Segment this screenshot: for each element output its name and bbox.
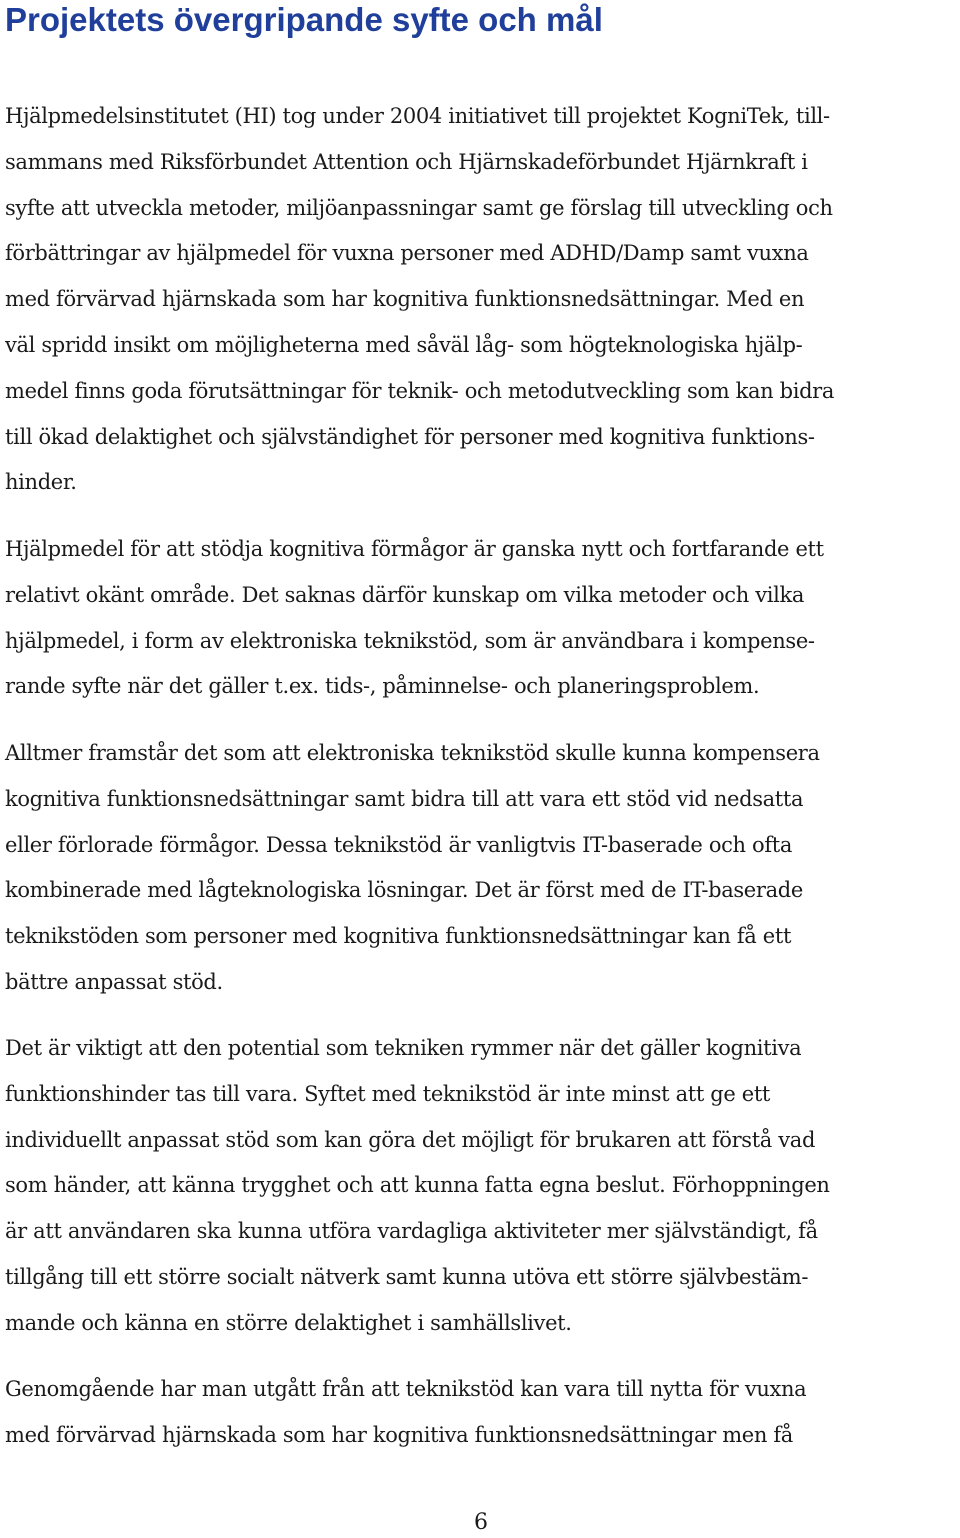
text-line: Genomgående har man utgått från att teknikstöd kan vara till nytta för vuxna (5, 1377, 807, 1401)
text-line: eller förlorade förmågor. Dessa teknikstöd är vanligtvis IT-baserade och ofta (5, 832, 793, 857)
paragraph-approach (5, 1367, 806, 1459)
text-line: med förvärvad hjärnskada som har kognitiva funktionsnedsättningar men få (5, 1422, 793, 1447)
text-line: bättre anpassat stöd. (5, 969, 223, 994)
text-line: Hjälpmedel för att stödja kognitiva förmågor är ganska nytt och fortfarande ett (5, 537, 824, 561)
text-line: funktionshinder tas till vara. Syftet med teknikstöd är inte minst att ge ett (5, 1081, 771, 1106)
text-line: kombinerade med lågteknologiska lösningar. Det är först med de IT-baserade (5, 878, 803, 903)
text-line: sammans med Riksförbundet Attention och Hjärnskadeförbundet Hjärnkraft i (5, 149, 808, 174)
paragraph-knowledge-gap (5, 527, 824, 710)
paragraph-potential (5, 1026, 830, 1347)
text-line: hjälpmedel, i form av elektroniska teknikstöd, som är användbara i kompense- (5, 628, 815, 653)
text-line: med förvärvad hjärnskada som har kognitiva funktionsnedsättningar. Med en (5, 287, 805, 312)
paragraph-electronic-support (5, 731, 820, 1006)
text-line: rande syfte när det gäller t.ex. tids-, påminnelse- och planeringsproblem. (5, 674, 760, 699)
text-line: Hjälpmedelsinstitutet (HI) tog under 2004 initiativet till projektet KogniTek, till- (5, 104, 830, 128)
section-heading: Projektets övergripande syfte och mål (5, 1, 603, 38)
text-line: tillgång till ett större socialt nätverk samt kunna utöva ett större självbestäm- (5, 1264, 809, 1289)
text-line: hinder. (5, 470, 77, 495)
text-line: till ökad delaktighet och självständighet för personer med kognitiva funktions- (5, 424, 815, 449)
text-line: relativt okänt område. Det saknas därför kunskap om vilka metoder och vilka (5, 582, 804, 607)
text-line: förbättringar av hjälpmedel för vuxna personer med ADHD/Damp samt vuxna (5, 241, 809, 266)
page-number: 6 (474, 1510, 488, 1535)
paragraph-background (5, 94, 834, 506)
text-line: är att användaren ska kunna utföra vardagliga aktiviteter mer självständigt, få (5, 1219, 818, 1244)
text-line: Det är viktigt att den potential som tekniken rymmer när det gäller kognitiva (5, 1036, 802, 1060)
text-line: kognitiva funktionsnedsättningar samt bidra till att vara ett stöd vid nedsatta (5, 786, 804, 811)
text-line: Alltmer framstår det som att elektroniska teknikstöd skulle kunna kompensera (5, 741, 820, 765)
text-line: väl spridd insikt om möjligheterna med såväl låg- som högteknologiska hjälp- (5, 332, 803, 357)
text-line: teknikstöden som personer med kognitiva funktionsnedsättningar kan få ett (5, 924, 792, 949)
text-line: individuellt anpassat stöd som kan göra det möjligt för brukaren att förstå vad (5, 1127, 816, 1152)
text-line: mande och känna en större delaktighet i samhällslivet. (5, 1310, 572, 1335)
text-line: syfte att utveckla metoder, miljöanpassningar samt ge förslag till utveckling och (5, 195, 833, 220)
text-line: som händer, att känna trygghet och att kunna fatta egna beslut. Förhoppningen (5, 1173, 830, 1198)
text-line: medel finns goda förutsättningar för teknik- och metodutveckling som kan bidra (5, 378, 835, 403)
